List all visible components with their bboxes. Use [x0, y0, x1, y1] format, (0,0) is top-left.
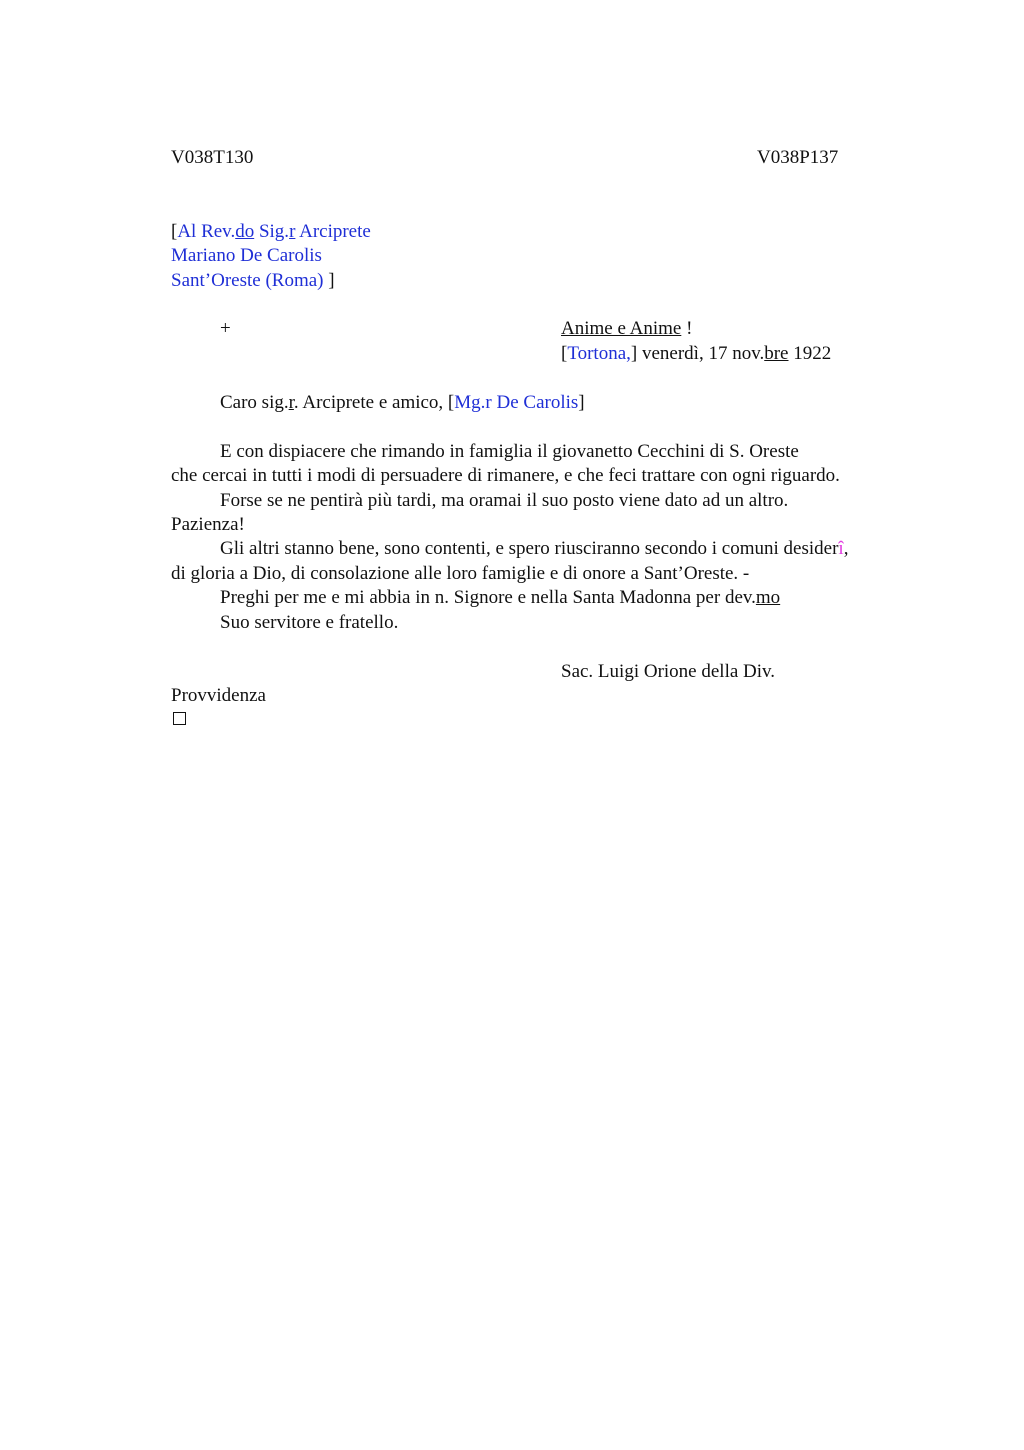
paragraph-1-line-2: che cercai in tutti i modi di persuadere di rimanere, e che feci trattare con ogni riguardo. — [171, 465, 840, 486]
address-line-2: Mariano De Carolis — [171, 245, 322, 266]
paragraph-4: Preghi per me e mi abbia in n. Signore e nella Santa Madonna per dev.mo — [220, 587, 781, 608]
paragraph-2-line-1: Forse se ne pentirà più tardi, ma oramai il suo posto viene dato ad un altro. — [220, 490, 789, 511]
paragraph-3-line-2: di gloria a Dio, di consolazione alle loro famiglie e di onore a Sant’Oreste. - — [171, 563, 750, 584]
paragraph-3-line-1: Gli altri stanno bene, sono contenti, e spero riusciranno secondo i comuni desiderî, — [220, 538, 849, 559]
address-line-1: [Al Rev.do Sig.r Arciprete — [171, 221, 371, 242]
signature-line-2: Provvidenza — [171, 685, 266, 706]
salutation: Caro sig.r. Arciprete e amico, [Mg.r De Carolis] — [220, 392, 585, 413]
document-code-right: V038P137 — [757, 147, 839, 168]
document-code-left: V038T130 — [171, 147, 254, 168]
signature-line-1: Sac. Luigi Orione della Div. — [561, 661, 776, 682]
cross-symbol: + — [220, 318, 231, 339]
address-line-3: Sant’Oreste (Roma) ] — [171, 270, 335, 291]
paragraph-2-line-2: Pazienza! — [171, 514, 245, 535]
motto: Anime e Anime ! — [561, 318, 693, 339]
date-line: [Tortona,] venerdì, 17 nov.bre 1922 — [561, 343, 832, 364]
paragraph-1-line-1: E con dispiacere che rimando in famiglia il giovanetto Cecchini di S. Oreste — [220, 441, 799, 462]
closing-line: Suo servitore e fratello. — [220, 612, 399, 633]
empty-box-symbol — [173, 712, 186, 725]
